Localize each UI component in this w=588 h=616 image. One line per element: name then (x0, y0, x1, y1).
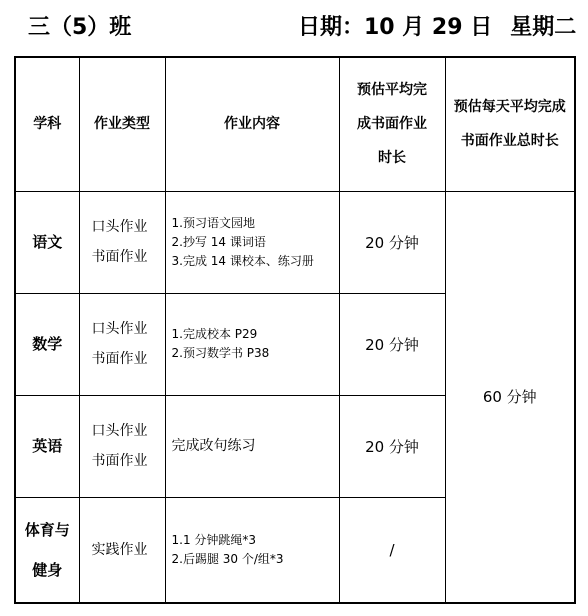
duration-cell: 20 分钟 (339, 191, 445, 293)
est-time-line-2: 成书面作业 (357, 116, 427, 133)
type-label: 书面作业 (91, 249, 148, 265)
subject-label: 体育与 (24, 520, 70, 539)
type-cell (79, 395, 165, 497)
subject-cell (15, 497, 79, 603)
col-header-total-time (445, 57, 575, 191)
weekday-text: 星期二 (510, 15, 577, 40)
type-label: 口头作业 (91, 321, 148, 337)
duration-cell: / (339, 497, 445, 603)
col-header-content: 作业内容 (165, 57, 339, 191)
type-label: 实践作业 (91, 541, 148, 558)
est-time-line-1: 预估平均完 (357, 82, 427, 99)
type-cell (79, 191, 165, 293)
content-cell (165, 191, 339, 293)
type-label: 书面作业 (91, 351, 148, 367)
content-item: 3.完成 14 课校本、练习册 (171, 253, 314, 268)
content-cell (165, 293, 339, 395)
content-item: 1.1 分钟跳绳*3 (171, 532, 257, 547)
content-item: 2.预习数学书 P38 (171, 346, 270, 360)
duration-cell: 20 分钟 (339, 395, 445, 497)
total-time-line-2: 书面作业总时长 (460, 133, 559, 150)
subject-cell (15, 191, 79, 293)
subject-label: 健身 (32, 560, 63, 579)
type-label: 口头作业 (91, 219, 148, 235)
type-cell (79, 497, 165, 603)
content-item: 2.后踢腿 30 个/组*3 (171, 551, 284, 566)
total-duration-cell: 60 分钟 (445, 191, 575, 603)
header (0, 6, 588, 46)
subject-cell (15, 395, 79, 497)
class-title: 三（5）班 (28, 15, 132, 40)
col-header-type: 作业类型 (79, 57, 165, 191)
date-line (298, 10, 576, 41)
table-row (15, 191, 575, 293)
subject-label: 语文 (32, 233, 63, 251)
content-cell (165, 395, 339, 497)
col-header-est-time (339, 57, 445, 191)
total-time-line-1: 预估每天平均完成 (453, 99, 566, 116)
homework-table (14, 56, 576, 604)
duration-cell: 20 分钟 (339, 293, 445, 395)
type-cell (79, 293, 165, 395)
subject-label: 数学 (32, 335, 63, 353)
type-label: 书面作业 (91, 453, 148, 469)
content-item: 1.预习语文园地 (171, 215, 255, 230)
est-time-line-3: 时长 (378, 150, 406, 167)
date-text: 日期：10 月 29 日 (298, 15, 493, 40)
subject-cell (15, 293, 79, 395)
header-row (15, 57, 575, 191)
subject-label: 英语 (32, 437, 63, 455)
content-item: 1.完成校本 P29 (171, 327, 258, 341)
content-item: 2.抄写 14 课词语 (171, 234, 266, 249)
content-cell (165, 497, 339, 603)
content-item: 完成改句练习 (171, 437, 256, 454)
type-label: 口头作业 (91, 423, 148, 439)
col-header-subject: 学科 (15, 57, 79, 191)
